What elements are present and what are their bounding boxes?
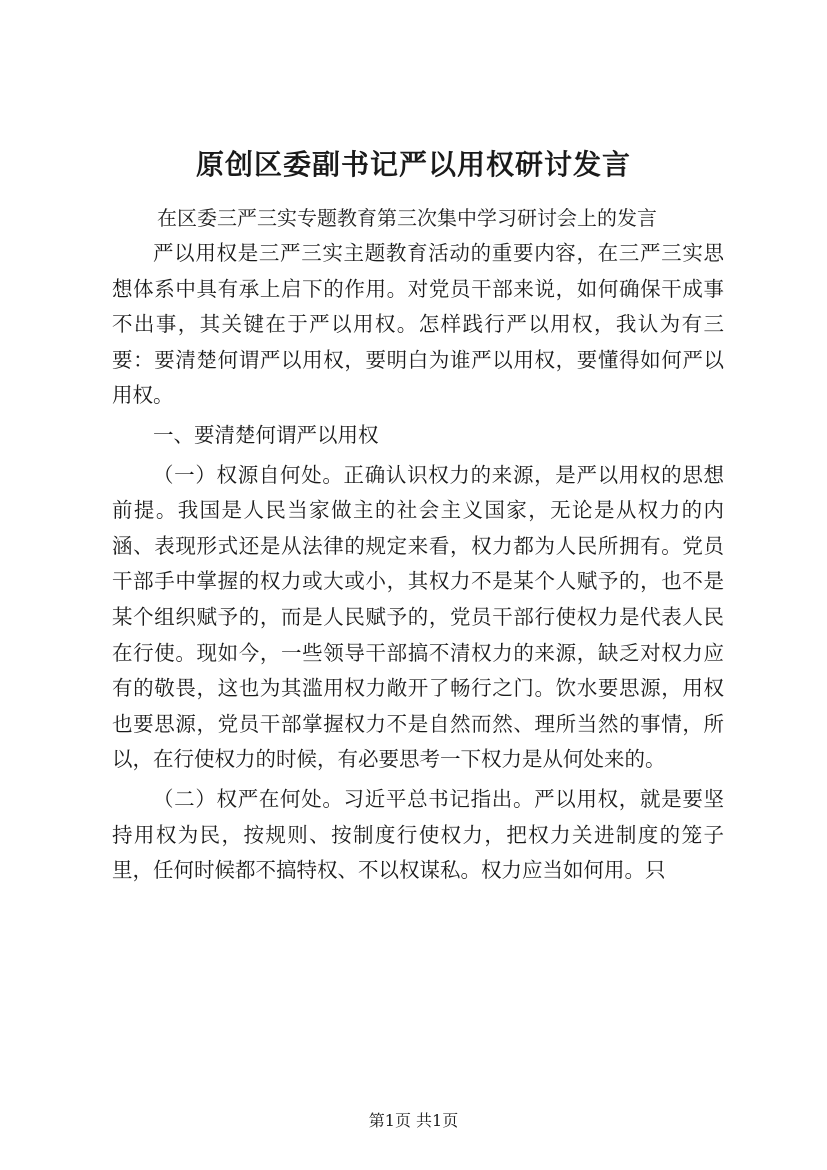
paragraph-power-strict: （二）权严在何处。习近平总书记指出。严以用权，就是要坚持用权为民，按规则、按制度行使权力，把权力关进制度的笼子里，任何时候都不搞特权、不以权谋私。权力应当如何用。只 [112,786,724,883]
document-body [112,236,724,889]
document-title: 原创区委副书记严以用权研讨发言 [195,148,631,181]
document-subtitle: 在区委三严三实专题教育第三次集中学习研讨会上的发言 [157,206,657,230]
paragraph-power-source: （一）权源自何处。正确认识权力的来源，是严以用权的思想前提。我国是人民当家做主的社会主义国家，无论是从权力的内涵、表现形式还是从法律的规定来看，权力都为人民所拥有。党员干部手中掌握的权力或大或小，其权力不是某个人赋予的，也不是某个组织赋予的，而是人民赋予的，党员干部行使权力是代表人民在行使。现如今，一些领导干部搞不清权力的来源，缺乏对权力应有的敬畏，这也为其滥用权力敞开了畅行之门。饮水要思源，用权也要思源，党员干部掌握权力不是自然而然、理所当然的事情，所以，在行使权力的时候，有必要思考一下权力是从何处来的。 [112,462,724,772]
page-footer: 第1页 共1页 [368,1111,459,1130]
section-heading-1: 一、要清楚何谓严以用权 [153,422,379,447]
paragraph-intro: 严以用权是三严三实主题教育活动的重要内容，在三严三实思想体系中具有承上启下的作用。对党员干部来说，如何确保干成事不出事，其关键在于严以用权。怎样践行严以用权，我认为有三要：要清楚何谓严以用权，要明白为谁严以用权，要懂得如何严以用权。 [112,241,724,408]
